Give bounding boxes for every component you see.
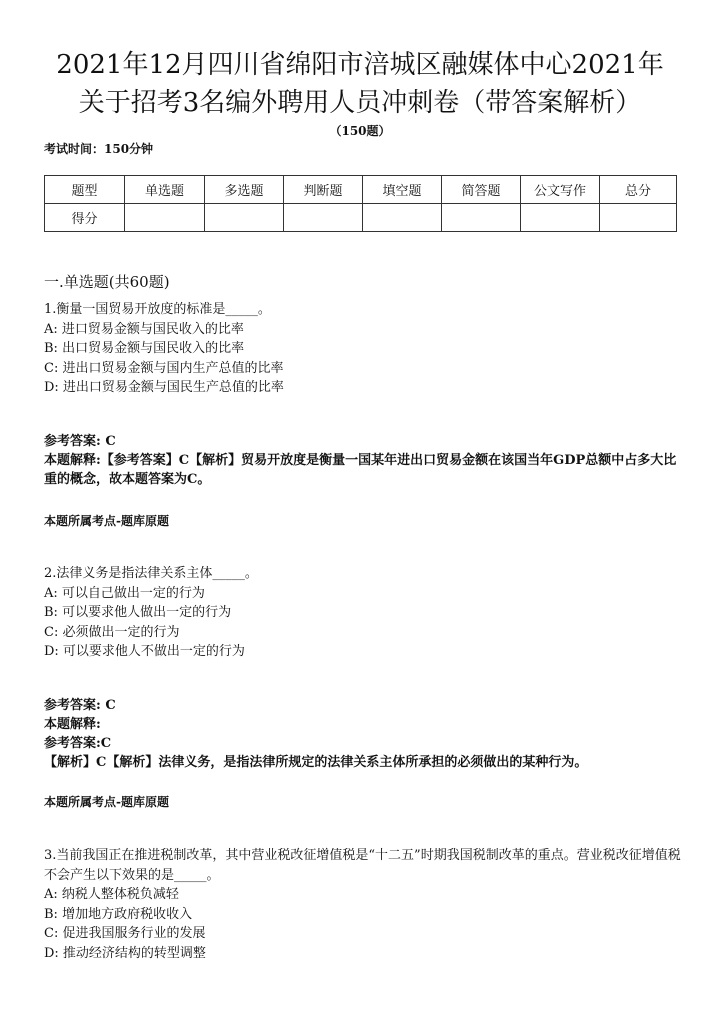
score-cell bbox=[521, 204, 600, 232]
option-d: D: 可以要求他人不做出一定的行为 bbox=[44, 644, 245, 659]
option-a: A: 纳税人整体税负减轻 bbox=[44, 887, 179, 902]
option-d: D: 进出口贸易金额与国民生产总值的比率 bbox=[44, 380, 284, 395]
answer-block-1 bbox=[44, 432, 684, 489]
explanation-label: 本题解释: bbox=[44, 717, 101, 732]
reference-answer-repeat: 参考答案:C bbox=[44, 736, 112, 751]
answer-explanation: 【解析】C【解析】法律义务，是指法律所规定的法律关系主体所承担的必须做出的某种行为。 bbox=[44, 755, 588, 770]
question-2 bbox=[44, 564, 684, 662]
title-line-1: 2021年12月四川省绵阳市涪城区融媒体中心2021年 bbox=[56, 50, 664, 80]
score-cell bbox=[125, 204, 205, 232]
table-header-cell: 判断题 bbox=[284, 176, 363, 204]
reference-answer: 参考答案: C bbox=[44, 698, 116, 713]
score-cell bbox=[363, 204, 442, 232]
score-table-header-row bbox=[45, 176, 677, 204]
question-source: 本题所属考点-题库原题 bbox=[44, 514, 169, 528]
table-header-cell: 简答题 bbox=[442, 176, 521, 204]
option-c: C: 进出口贸易金额与国内生产总值的比率 bbox=[44, 360, 284, 376]
question-stem: 2.法律义务是指法律关系主体_____。 bbox=[44, 566, 258, 581]
table-header-cell: 总分 bbox=[600, 176, 677, 204]
score-row-label: 得分 bbox=[45, 204, 125, 232]
option-c: C: 必须做出一定的行为 bbox=[44, 624, 180, 640]
option-c: C: 促进我国服务行业的发展 bbox=[44, 926, 206, 941]
exam-time: 考试时间：150分钟 bbox=[44, 142, 154, 156]
section-title: 一.单选题(共60题) bbox=[44, 273, 170, 291]
table-header-cell: 公文写作 bbox=[521, 176, 600, 204]
option-d: D: 推动经济结构的转型调整 bbox=[44, 945, 206, 961]
score-table bbox=[44, 175, 677, 232]
title-line-2: 关于招考3名编外聘用人员冲刺卷（带答案解析） bbox=[78, 88, 642, 118]
answer-explanation: 本题解释:【参考答案】C【解析】贸易开放度是衡量一国某年进出口贸易金额在该国当年GDP总额中占多大比重的概念，故本题答案为C。 bbox=[44, 453, 677, 487]
option-a: A: 可以自己做出一定的行为 bbox=[44, 585, 205, 601]
reference-answer: 参考答案: C bbox=[44, 434, 116, 449]
question-count: （150题） bbox=[329, 124, 391, 138]
score-cell bbox=[600, 204, 677, 232]
question-stem: 3.当前我国正在推进税制改革，其中营业税改征增值税是“十二五”时期我国税制改革的重点。营业税改征增值税不会产生以下效果的是_____。 bbox=[44, 848, 681, 883]
table-header-cell: 填空题 bbox=[363, 176, 442, 204]
score-cell bbox=[284, 204, 363, 232]
option-b: B: 增加地方政府税收收入 bbox=[44, 906, 193, 922]
question-3 bbox=[44, 846, 684, 963]
question-stem: 1.衡量一国贸易开放度的标准是_____。 bbox=[44, 302, 271, 317]
option-b: B: 可以要求他人做出一定的行为 bbox=[44, 605, 232, 620]
question-1 bbox=[44, 300, 684, 398]
option-b: B: 出口贸易金额与国民收入的比率 bbox=[44, 341, 245, 356]
option-a: A: 进口贸易金额与国民收入的比率 bbox=[44, 321, 244, 337]
answer-block-2 bbox=[44, 696, 684, 772]
table-header-cell: 多选题 bbox=[205, 176, 284, 204]
score-cell bbox=[442, 204, 521, 232]
table-header-cell: 单选题 bbox=[125, 176, 205, 204]
score-table-score-row bbox=[45, 204, 677, 232]
question-source: 本题所属考点-题库原题 bbox=[44, 795, 169, 809]
table-header-cell: 题型 bbox=[45, 176, 125, 204]
score-cell bbox=[205, 204, 284, 232]
